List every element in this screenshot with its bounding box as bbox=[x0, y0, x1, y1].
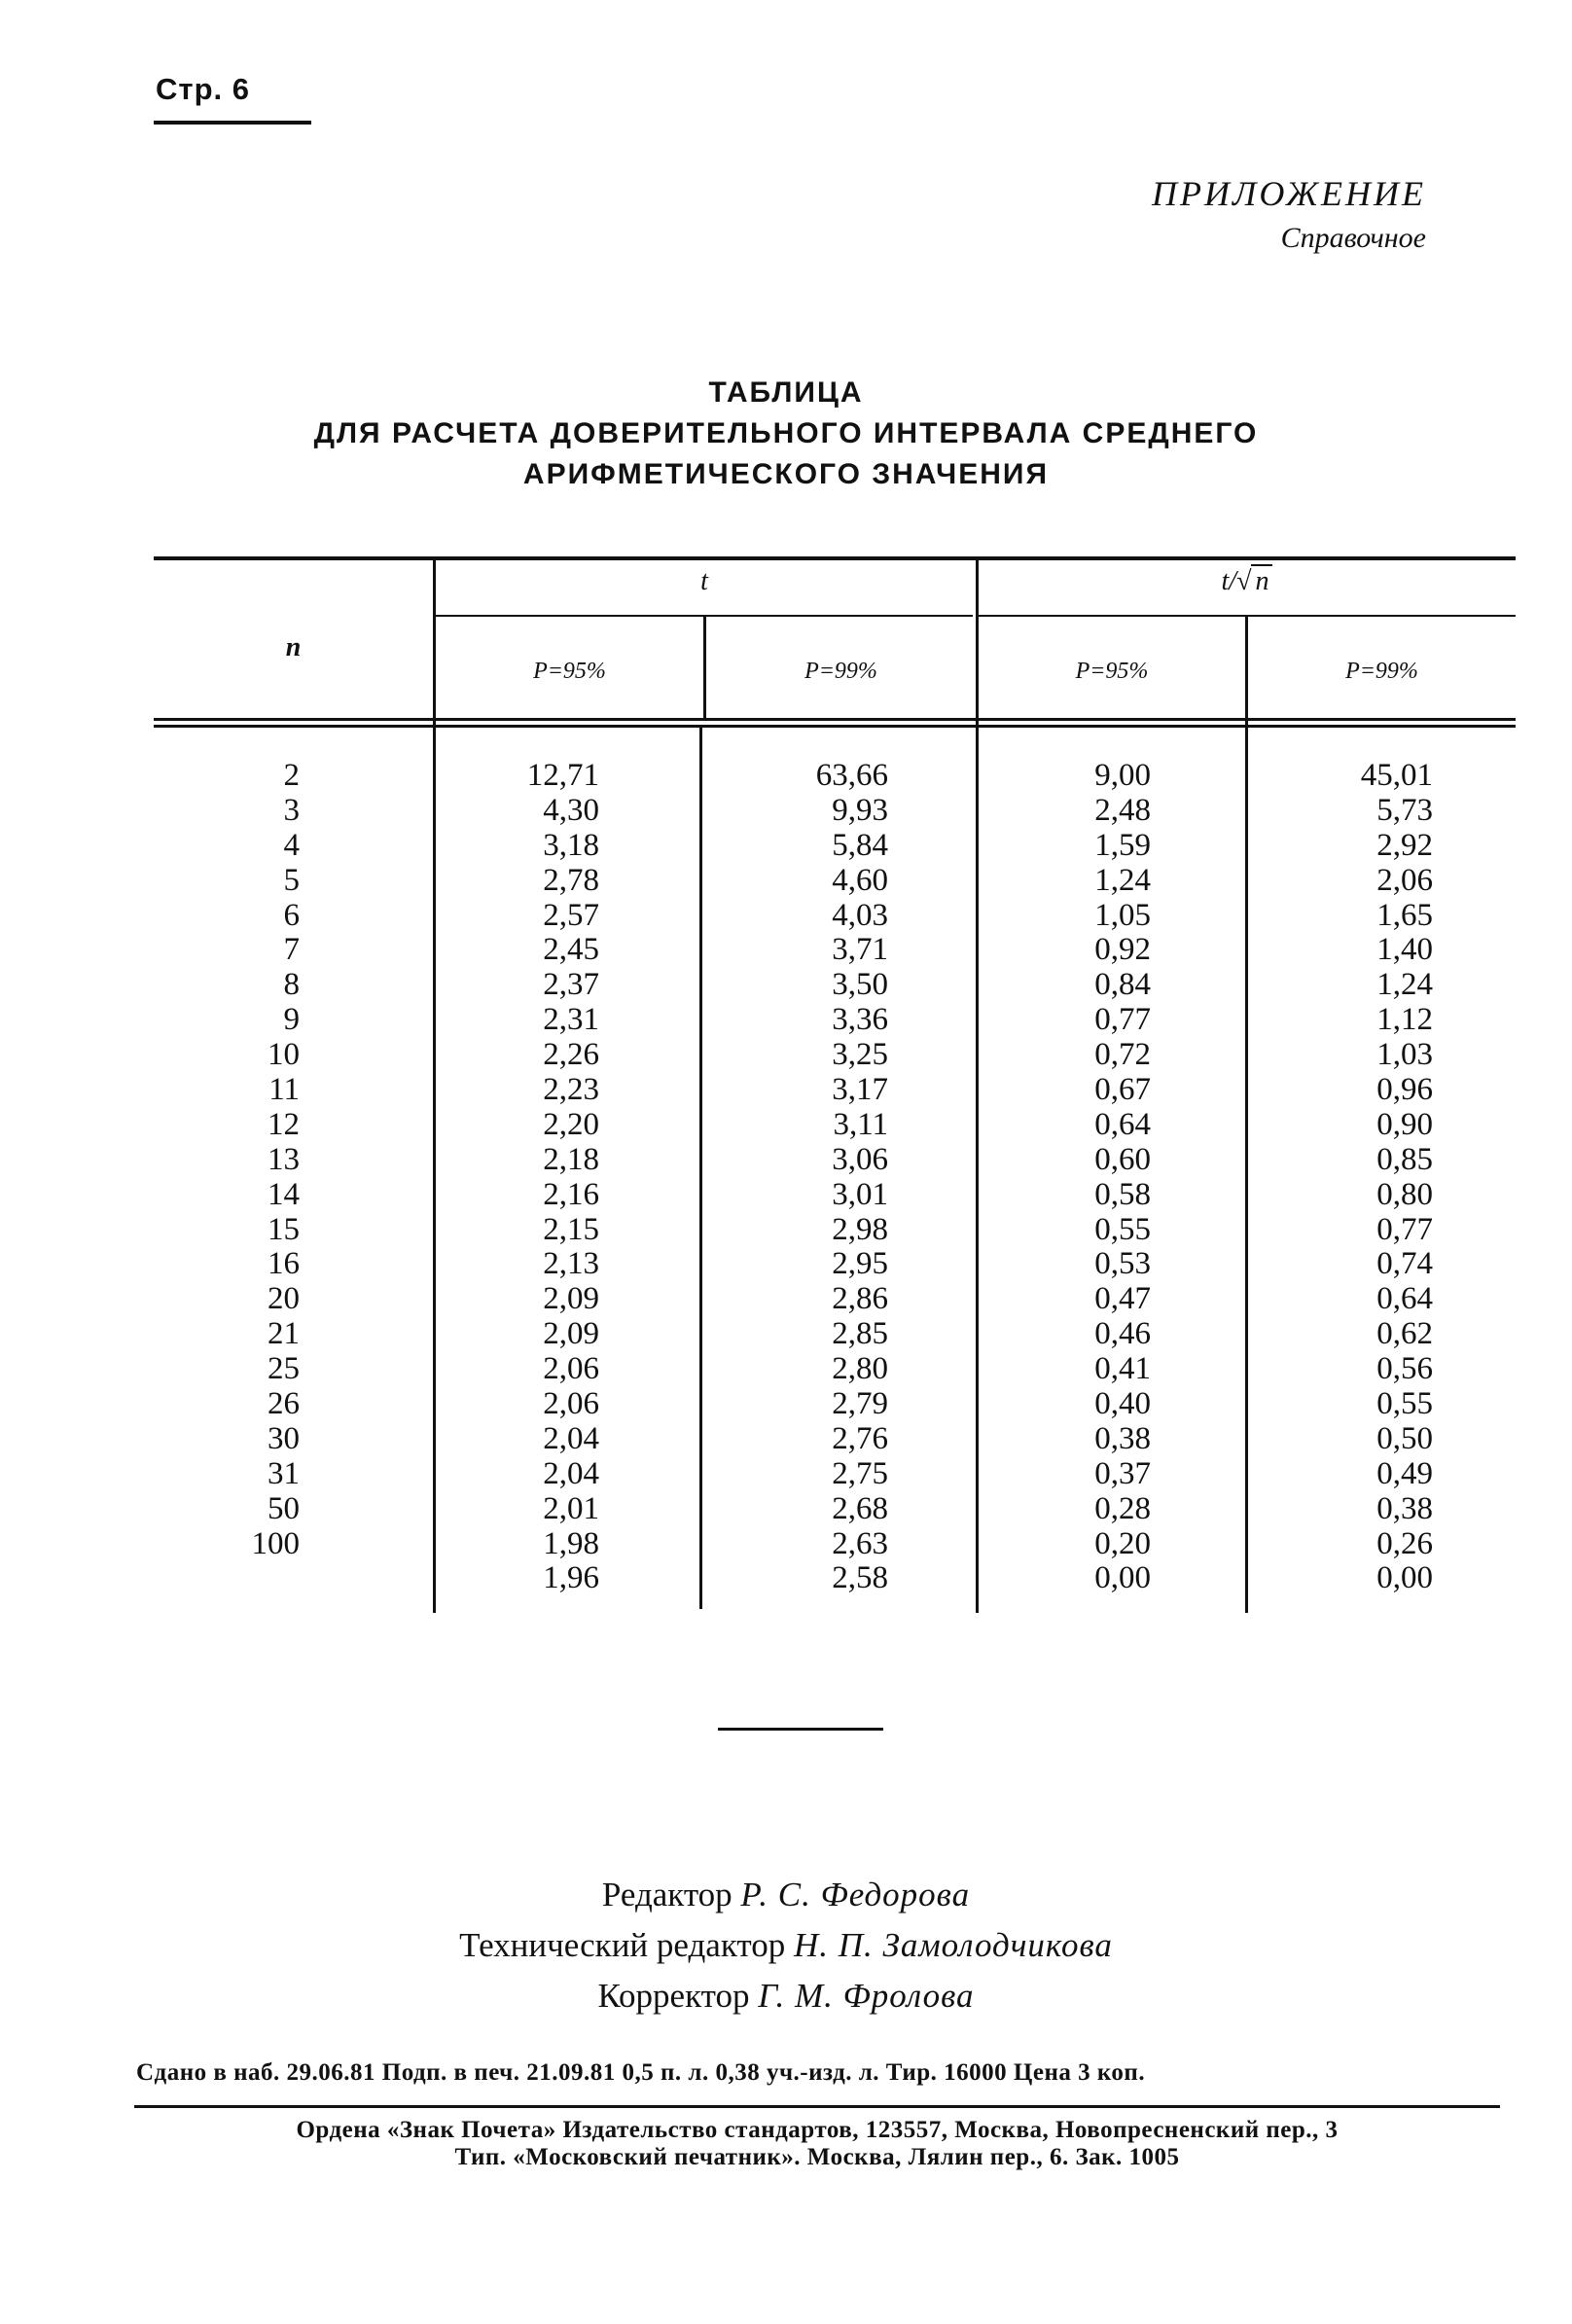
col-divider-t-body bbox=[699, 728, 702, 1609]
table-cell: 2,01 bbox=[543, 1490, 599, 1526]
table-cell: 4 bbox=[283, 827, 300, 863]
table-cell: 2,79 bbox=[832, 1386, 888, 1422]
table-top-rule bbox=[154, 556, 1516, 560]
table-cell: 2,06 bbox=[1376, 862, 1433, 898]
publisher-block bbox=[136, 2117, 1498, 2171]
table-cell: 0,84 bbox=[1094, 967, 1151, 1003]
table-cell: 0,56 bbox=[1376, 1351, 1433, 1387]
table-cell: 20 bbox=[268, 1281, 300, 1317]
table-cell: 1,24 bbox=[1094, 862, 1151, 898]
table-cell: 1,59 bbox=[1094, 827, 1151, 863]
table-cell: 2,68 bbox=[832, 1490, 888, 1526]
table-cell: 21 bbox=[268, 1316, 300, 1352]
appendix-subtitle: Справочное bbox=[1280, 222, 1426, 254]
column-tsqrt-p99 bbox=[1297, 759, 1433, 1596]
table-cell: 2,23 bbox=[543, 1072, 599, 1108]
table-cell: 2,45 bbox=[543, 932, 599, 968]
table-cell: 4,30 bbox=[543, 792, 599, 828]
header-t-p95: P=95% bbox=[533, 659, 606, 684]
table-cell: 0,47 bbox=[1094, 1281, 1151, 1317]
credits-block bbox=[0, 1870, 1572, 2021]
table-cell: 2,20 bbox=[543, 1106, 599, 1142]
header-group-tsqrt-n: n bbox=[1251, 564, 1272, 596]
table-cell: 0,55 bbox=[1376, 1386, 1433, 1422]
table-cell: 5,84 bbox=[832, 827, 888, 863]
table-cell: 2,37 bbox=[543, 967, 599, 1003]
appendix-title: ПРИЛОЖЕНИЕ bbox=[1152, 174, 1426, 213]
table-cell: 2,58 bbox=[832, 1560, 888, 1596]
table-cell: 12 bbox=[268, 1106, 300, 1142]
table-cell: 3 bbox=[283, 792, 300, 828]
header-bottom-rule-2 bbox=[154, 725, 1516, 728]
table-cell: 9 bbox=[283, 1002, 300, 1038]
table-cell: 2,16 bbox=[543, 1176, 599, 1212]
tech-editor-name: Н. П. Замолодчикова bbox=[793, 1926, 1113, 1964]
table-cell: 4,60 bbox=[832, 862, 888, 898]
table-cell: 3,11 bbox=[833, 1106, 888, 1142]
column-t-p95 bbox=[465, 759, 599, 1596]
table-cell: 0,90 bbox=[1376, 1106, 1433, 1142]
table-cell: 3,25 bbox=[832, 1037, 888, 1073]
table-cell: 1,12 bbox=[1376, 1002, 1433, 1038]
editor-name: Р. С. Федорова bbox=[740, 1876, 971, 1913]
header-group-t: t bbox=[700, 566, 708, 596]
table-cell: 2,06 bbox=[543, 1351, 599, 1387]
table-cell: 3,71 bbox=[832, 932, 888, 968]
table-cell: 2,26 bbox=[543, 1037, 599, 1073]
table-cell: 2,06 bbox=[543, 1386, 599, 1422]
table-title-line-3: АРИФМЕТИЧЕСКОГО ЗНАЧЕНИЯ bbox=[522, 458, 1050, 490]
table-cell: 0,41 bbox=[1094, 1351, 1151, 1387]
col-divider-n bbox=[433, 560, 436, 1613]
table-cell: 9,93 bbox=[832, 792, 888, 828]
col-divider-tsqrt bbox=[1245, 615, 1248, 1613]
table-cell: 1,03 bbox=[1376, 1037, 1433, 1073]
table-cell: 2,86 bbox=[832, 1281, 888, 1317]
table-cell: 2,09 bbox=[543, 1281, 599, 1317]
imprint-rule bbox=[134, 2105, 1500, 2108]
table-cell: 0,77 bbox=[1376, 1211, 1433, 1247]
column-n bbox=[163, 759, 300, 1596]
column-t-p99 bbox=[757, 759, 888, 1596]
table-cell: 3,36 bbox=[832, 1002, 888, 1038]
table-cell: 30 bbox=[268, 1420, 300, 1456]
table-cell: 0,37 bbox=[1094, 1455, 1151, 1491]
table-cell: 2,63 bbox=[832, 1525, 888, 1561]
table-title-line-2: ДЛЯ РАСЧЕТА ДОВЕРИТЕЛЬНОГО ИНТЕРВАЛА СРЕДНЕГО bbox=[313, 417, 1259, 449]
table-cell: 0,67 bbox=[1094, 1072, 1151, 1108]
table-cell: 0,28 bbox=[1094, 1490, 1151, 1526]
table-cell: 2,18 bbox=[543, 1141, 599, 1177]
tech-editor-label: Технический редактор bbox=[459, 1926, 786, 1964]
table-cell: 2,80 bbox=[832, 1351, 888, 1387]
col-divider-groups bbox=[976, 560, 979, 1613]
end-divider bbox=[718, 1728, 883, 1731]
table-cell: 3,50 bbox=[832, 967, 888, 1003]
table-cell: 0,64 bbox=[1376, 1281, 1433, 1317]
table-cell: 3,18 bbox=[543, 827, 599, 863]
table-cell: 0,74 bbox=[1376, 1246, 1433, 1282]
table-cell: 0,64 bbox=[1094, 1106, 1151, 1142]
table-cell: 100 bbox=[251, 1525, 300, 1561]
table-cell: 0,60 bbox=[1094, 1141, 1151, 1177]
table-cell: 0,46 bbox=[1094, 1316, 1151, 1352]
table-cell: 12,71 bbox=[526, 758, 599, 793]
table-cell: 2,75 bbox=[832, 1455, 888, 1491]
table-cell: 0,26 bbox=[1376, 1525, 1433, 1561]
table-cell: 0,85 bbox=[1376, 1141, 1433, 1177]
table-cell: 2,78 bbox=[543, 862, 599, 898]
tech-editor-line bbox=[0, 1920, 1572, 1971]
table-cell: 0,38 bbox=[1376, 1490, 1433, 1526]
table-cell: 1,65 bbox=[1376, 897, 1433, 933]
header-bottom-rule-1 bbox=[154, 718, 1516, 721]
table-cell: 8 bbox=[283, 967, 300, 1003]
table-cell: 0,20 bbox=[1094, 1525, 1151, 1561]
table-cell: 15 bbox=[268, 1211, 300, 1247]
table-cell: 2,76 bbox=[832, 1420, 888, 1456]
publisher-line-1: Ордена «Знак Почета» Издательство стандартов, 123557, Москва, Новопресненский пер., 3 bbox=[296, 2117, 1339, 2143]
header-group-tsqrt-prefix: t/√ bbox=[1221, 566, 1252, 596]
table-cell: 16 bbox=[268, 1246, 300, 1282]
table-cell: 50 bbox=[268, 1490, 300, 1526]
confidence-interval-table bbox=[154, 556, 1516, 1615]
table-cell: 1,40 bbox=[1376, 932, 1433, 968]
table-cell: 2,95 bbox=[832, 1246, 888, 1282]
table-cell: 0,49 bbox=[1376, 1455, 1433, 1491]
table-cell: 0,72 bbox=[1094, 1037, 1151, 1073]
table-cell: 2,98 bbox=[832, 1211, 888, 1247]
table-cell: 0,92 bbox=[1094, 932, 1151, 968]
table-cell: 0,62 bbox=[1376, 1316, 1433, 1352]
page-number-underline bbox=[154, 121, 311, 125]
table-cell: 2,09 bbox=[543, 1316, 599, 1352]
corrector-name: Г. М. Фролова bbox=[758, 1977, 975, 2015]
table-cell: 10 bbox=[268, 1037, 300, 1073]
table-cell: 0,40 bbox=[1094, 1386, 1151, 1422]
table-cell: 2,31 bbox=[543, 1002, 599, 1038]
table-cell: 3,17 bbox=[832, 1072, 888, 1108]
table-cell: 11 bbox=[268, 1072, 300, 1108]
header-group-tsqrt bbox=[979, 566, 1516, 597]
header-t-p99: P=99% bbox=[804, 659, 877, 684]
table-cell: 2,92 bbox=[1376, 827, 1433, 863]
table-title-line-1: ТАБЛИЦА bbox=[708, 376, 864, 409]
imprint-line: Сдано в наб. 29.06.81 Подп. в печ. 21.09.81 0,5 п. л. 0,38 уч.-изд. л. Тир. 16000 Цена 3 коп. bbox=[136, 2059, 1146, 2086]
table-cell: 0,77 bbox=[1094, 1002, 1151, 1038]
page-number: Стр. 6 bbox=[156, 72, 250, 106]
table-cell: 5 bbox=[283, 862, 300, 898]
table-cell: 1,96 bbox=[543, 1560, 599, 1596]
table-cell: 25 bbox=[268, 1351, 300, 1387]
table-cell: 0,80 bbox=[1376, 1176, 1433, 1212]
header-tsqrt-p95: P=95% bbox=[1075, 659, 1149, 684]
table-cell: 0,38 bbox=[1094, 1420, 1151, 1456]
table-cell: 5,73 bbox=[1376, 792, 1433, 828]
table-cell: 9,00 bbox=[1094, 758, 1151, 793]
table-cell: 45,01 bbox=[1360, 758, 1433, 793]
table-cell bbox=[163, 1561, 300, 1596]
table-cell: 1,05 bbox=[1094, 897, 1151, 933]
table-cell: 1,98 bbox=[543, 1525, 599, 1561]
table-cell: 0,96 bbox=[1376, 1072, 1433, 1108]
table-cell: 2,48 bbox=[1094, 792, 1151, 828]
table-cell: 2,04 bbox=[543, 1455, 599, 1491]
table-cell: 0,53 bbox=[1094, 1246, 1151, 1282]
table-title bbox=[0, 373, 1572, 495]
table-cell: 2,15 bbox=[543, 1211, 599, 1247]
table-cell: 6 bbox=[283, 897, 300, 933]
table-cell: 63,66 bbox=[815, 758, 888, 793]
table-cell: 0,55 bbox=[1094, 1211, 1151, 1247]
table-cell: 14 bbox=[268, 1176, 300, 1212]
header-tsqrt-p99: P=99% bbox=[1345, 659, 1418, 684]
publisher-line-2: Тип. «Московский печатник». Москва, Лялин пер., 6. Зак. 1005 bbox=[454, 2144, 1180, 2170]
table-cell: 3,01 bbox=[832, 1176, 888, 1212]
table-cell: 2,57 bbox=[543, 897, 599, 933]
table-cell: 2,04 bbox=[543, 1420, 599, 1456]
table-cell: 2,13 bbox=[543, 1246, 599, 1282]
table-cell: 0,50 bbox=[1376, 1420, 1433, 1456]
column-tsqrt-p95 bbox=[1019, 759, 1151, 1596]
table-cell: 7 bbox=[283, 932, 300, 968]
table-cell: 1,24 bbox=[1376, 967, 1433, 1003]
appendix-block bbox=[940, 173, 1426, 255]
table-cell: 3,06 bbox=[832, 1141, 888, 1177]
table-cell: 31 bbox=[268, 1455, 300, 1491]
table-cell: 2 bbox=[283, 758, 300, 793]
table-cell: 2,85 bbox=[832, 1316, 888, 1352]
table-cell: 13 bbox=[268, 1141, 300, 1177]
table-cell: 0,00 bbox=[1376, 1560, 1433, 1596]
corrector-label: Корректор bbox=[597, 1977, 750, 2015]
corrector-line bbox=[0, 1971, 1572, 2021]
table-cell: 26 bbox=[268, 1386, 300, 1422]
table-cell: 4,03 bbox=[832, 897, 888, 933]
table-cell: 0,58 bbox=[1094, 1176, 1151, 1212]
header-n: n bbox=[285, 632, 302, 662]
editor-label: Редактор bbox=[601, 1876, 732, 1913]
editor-line bbox=[0, 1870, 1572, 1920]
table-cell: 0,00 bbox=[1094, 1560, 1151, 1596]
